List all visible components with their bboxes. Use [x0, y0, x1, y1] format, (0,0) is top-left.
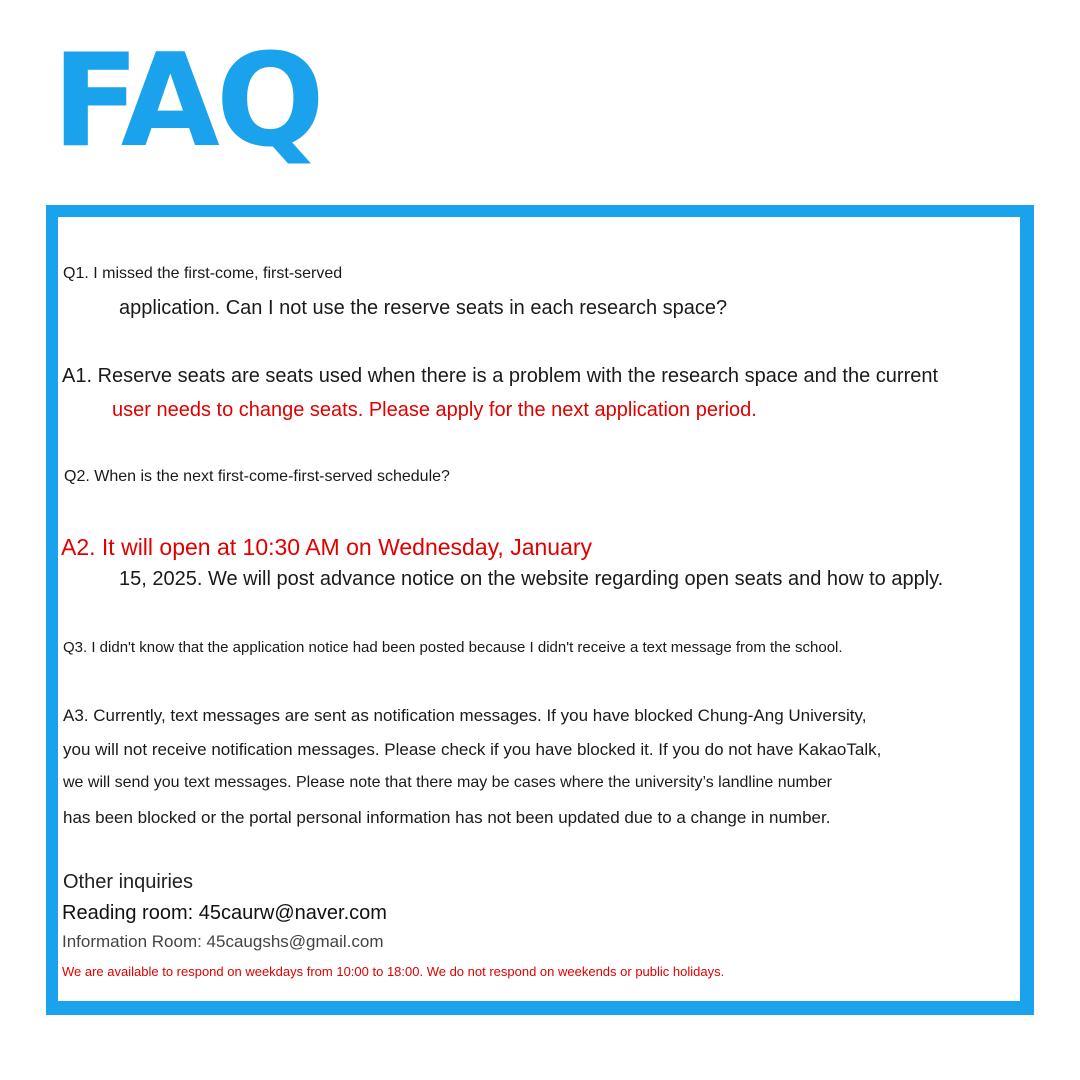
hours-notice: We are available to respond on weekdays from 10:00 to 18:00. We do not respond on weekends or public holidays. [62, 964, 725, 979]
a2-line-2: 15, 2025. We will post advance notice on the website regarding open seats and how to apply. [119, 568, 944, 590]
q1-line-2: application. Can I not use the reserve seats in each research space? [119, 297, 728, 319]
q1-line-1: Q1. I missed the first-come, first-served [63, 265, 343, 282]
a3-line-3: we will send you text messages. Please note that there may be cases where the university’s landline number [63, 774, 832, 791]
a3-line-4: has been blocked or the portal personal information has not been updated due to a change in number. [63, 808, 831, 827]
a1-line-2: user needs to change seats. Please apply for the next application period. [112, 399, 757, 421]
q2-line-1: Q2. When is the next first-come-first-served schedule? [64, 468, 450, 485]
faq-content-frame [46, 205, 1034, 1015]
faq-title: FAQ [52, 27, 321, 176]
q3-line-1: Q3. I didn't know that the application notice had been posted because I didn't receive a text message from the school. [63, 639, 843, 656]
other-inquiries-heading: Other inquiries [63, 871, 194, 893]
a2-line-1: A2. It will open at 10:30 AM on Wednesday, January [61, 534, 593, 560]
a1-line-1: A1. Reserve seats are seats used when there is a problem with the research space and the current [62, 365, 939, 387]
information-room-email[interactable]: Information Room: 45caugshs@gmail.com [62, 932, 384, 951]
a3-line-2: you will not receive notification messages. Please check if you have blocked it. If you do not have KakaoTalk, [63, 740, 882, 759]
a3-line-1: A3. Currently, text messages are sent as notification messages. If you have blocked Chung-Ang University, [63, 706, 867, 725]
reading-room-email[interactable]: Reading room: 45caurw@naver.com [62, 902, 387, 924]
